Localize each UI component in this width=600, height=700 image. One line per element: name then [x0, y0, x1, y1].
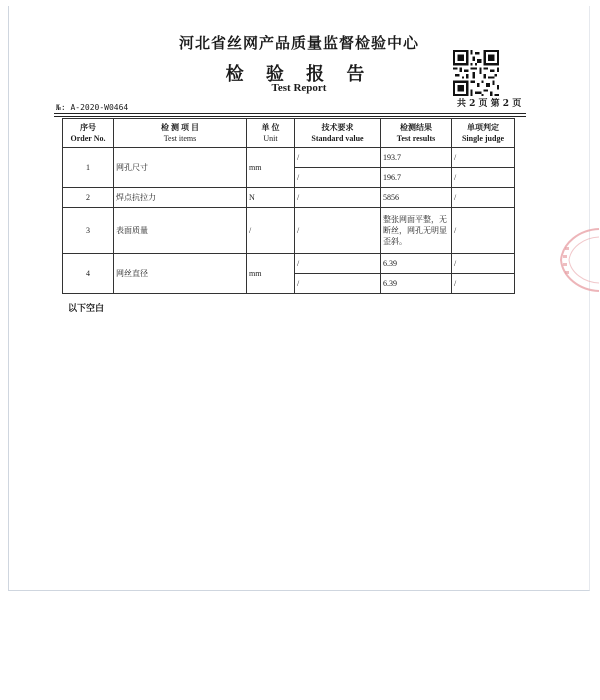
- qr-code-icon: [453, 50, 499, 96]
- judge-cell: /: [452, 148, 515, 168]
- result-cell: 196.7: [381, 168, 452, 188]
- header-unit: 单 位 Unit: [247, 119, 295, 148]
- report-title-cn: 检 验 报 告: [225, 64, 373, 85]
- header-results: 检测结果 Test results: [381, 119, 452, 148]
- organization-name: 河北省丝网产品质量监督检验中心: [178, 34, 419, 52]
- order-cell: 3: [63, 208, 114, 254]
- unit-cell: mm: [247, 254, 295, 294]
- order-cell: 2: [63, 188, 114, 208]
- order-cell: 4: [63, 254, 114, 294]
- standard-cell: /: [295, 254, 381, 274]
- report-title-en: Test Report: [271, 82, 327, 94]
- header-rule-top: [54, 113, 526, 114]
- order-cell: 1: [63, 148, 114, 188]
- end-note: 以下空白: [68, 304, 105, 314]
- unit-cell: N: [247, 188, 295, 208]
- result-cell: 5856: [381, 188, 452, 208]
- table-row: [63, 254, 515, 274]
- item-cell: 网孔尺寸: [114, 148, 247, 188]
- header-order: 序号 Order No.: [63, 119, 114, 148]
- standard-cell: /: [295, 148, 381, 168]
- unit-cell: /: [247, 208, 295, 254]
- judge-cell: /: [452, 188, 515, 208]
- result-cell: 193.7: [381, 148, 452, 168]
- result-cell: 整张网面平整，无断丝，网孔无明显歪斜。: [381, 208, 452, 254]
- header-standard: 技术要求 Standard value: [295, 119, 381, 148]
- table-row: [63, 188, 515, 208]
- header-rule-bottom: [54, 116, 526, 117]
- report-number: №: A-2020-W0464: [56, 103, 129, 112]
- item-cell: 表面质量: [114, 208, 247, 254]
- judge-cell: /: [452, 208, 515, 254]
- page-count: 共 2 页 第 2 页: [457, 99, 522, 109]
- header-item: 检 测 项 目 Test items: [114, 119, 247, 148]
- result-cell: 6.39: [381, 254, 452, 274]
- standard-cell: /: [295, 208, 381, 254]
- table-header-row: [63, 119, 515, 148]
- report-page: [8, 6, 590, 591]
- seal-stamp-icon: [555, 225, 600, 295]
- item-cell: 网丝直径: [114, 254, 247, 294]
- table-row: [63, 148, 515, 168]
- judge-cell: /: [452, 274, 515, 294]
- standard-cell: /: [295, 168, 381, 188]
- header-judge: 单项判定 Single judge: [452, 119, 515, 148]
- judge-cell: /: [452, 168, 515, 188]
- standard-cell: /: [295, 188, 381, 208]
- standard-cell: /: [295, 274, 381, 294]
- unit-cell: mm: [247, 148, 295, 188]
- table-row: [63, 208, 515, 254]
- judge-cell: /: [452, 254, 515, 274]
- item-cell: 焊点抗拉力: [114, 188, 247, 208]
- test-results-table: [62, 118, 515, 294]
- result-cell: 6.39: [381, 274, 452, 294]
